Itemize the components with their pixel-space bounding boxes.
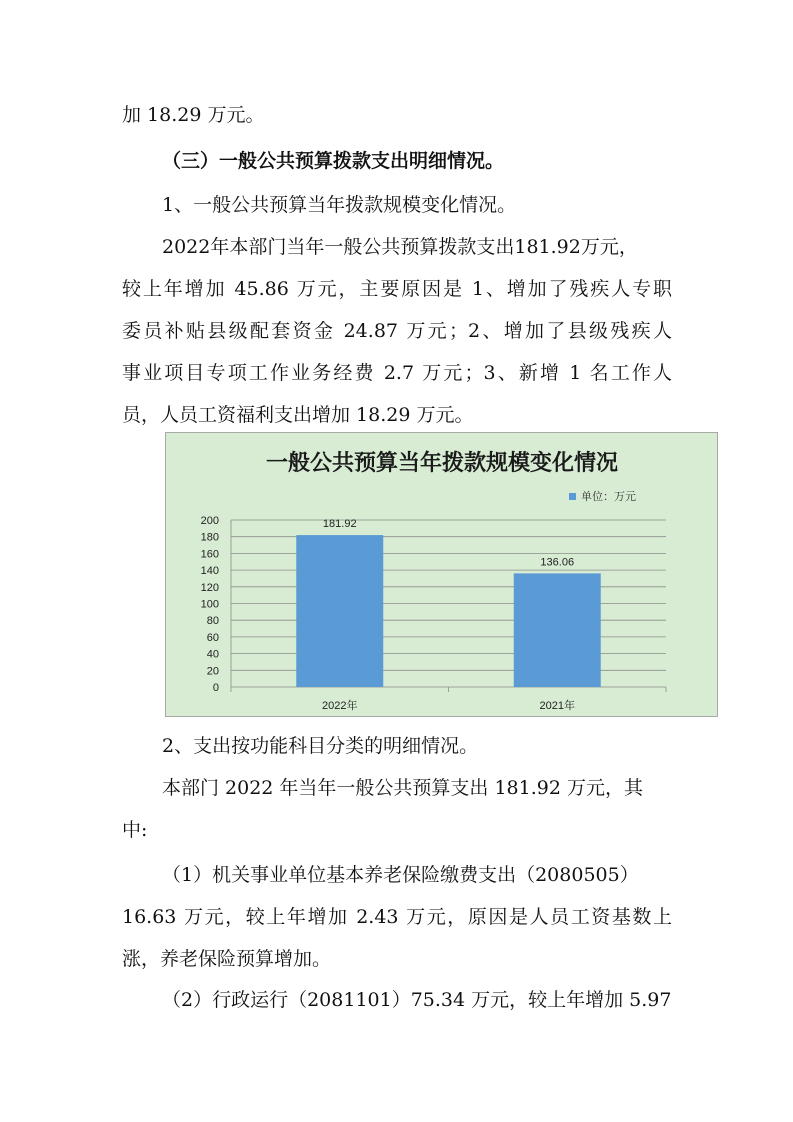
paragraph-line: （1）机关事业单位基本养老保险缴费支出（2080505）: [162, 864, 639, 886]
paragraph-line: 较上年增加 45.86 万元，主要原因是 1、增加了残疾人专职: [122, 278, 672, 300]
paragraph-line: 事业项目专项工作业务经费 2.7 万元；3、新增 1 名工作人: [122, 362, 672, 384]
bar: [296, 535, 383, 687]
subsection-heading: 1、一般公共预算当年拨款规模变化情况。: [162, 194, 517, 216]
y-tick-label: 140: [200, 565, 219, 578]
paragraph-line: 2022年本部门当年一般公共预算拨款支出181.92万元，: [162, 236, 638, 258]
paragraph-line: （2）行政运行（2081101）75.34 万元，较上年增加 5.97: [162, 989, 672, 1011]
chart-canvas: [166, 433, 719, 718]
x-tick-label: 2021年: [539, 700, 575, 712]
y-tick-label: 100: [200, 598, 219, 611]
plot-area: [201, 515, 666, 712]
legend-swatch: [569, 493, 576, 500]
y-tick-label: 80: [206, 615, 219, 628]
y-tick-label: 200: [200, 515, 219, 527]
data-label: 181.92: [322, 518, 357, 531]
paragraph-line: 16.63 万元，较上年增加 2.43 万元，原因是人员工资基数上: [122, 906, 672, 928]
legend-label: 单位：万元: [581, 491, 636, 503]
y-tick-label: 0: [212, 682, 219, 694]
section-heading: （三）一般公共预算拨款支出明细情况。: [162, 150, 505, 172]
paragraph-line: 加 18.29 万元。: [122, 104, 265, 126]
bar: [514, 573, 601, 687]
paragraph-line: 涨，养老保险预算增加。: [122, 948, 332, 970]
paragraph-line: 中:: [122, 819, 148, 841]
y-tick-label: 60: [206, 631, 219, 644]
y-tick-label: 120: [200, 581, 219, 594]
paragraph-line: 本部门 2022 年当年一般公共预算支出 181.92 万元，其: [162, 777, 643, 799]
y-tick-label: 160: [200, 548, 219, 561]
y-tick-label: 40: [206, 648, 219, 661]
x-tick-label: 2022年: [322, 700, 358, 712]
data-label: 136.06: [540, 556, 575, 569]
y-tick-label: 20: [206, 665, 219, 678]
paragraph-line: 委员补贴县级配套资金 24.87 万元；2、增加了县级残疾人: [122, 320, 672, 342]
subsection-heading: 2、支出按功能科目分类的明细情况。: [162, 735, 479, 757]
y-tick-label: 180: [200, 531, 219, 544]
bar-chart: [165, 432, 718, 717]
chart-title: 一般公共预算当年拨款规模变化情况: [265, 450, 619, 475]
paragraph-line: 员，人员工资福利支出增加 18.29 万元。: [122, 404, 474, 426]
